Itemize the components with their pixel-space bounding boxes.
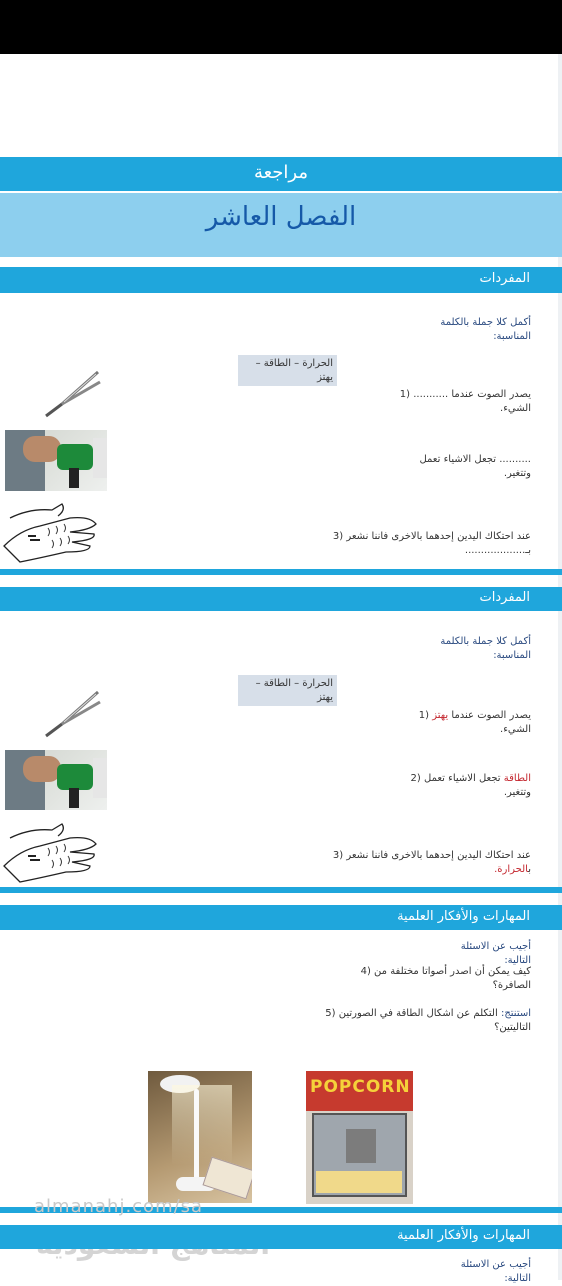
word-bank: الحرارة – الطاقة – يهتز xyxy=(238,355,337,386)
question-1: يصدر الصوت عندما ........... (1 الشيء. xyxy=(399,389,531,414)
question-4: كيف يمكن أن اصدر أصواتا مختلفة من (4 الصافرة؟ xyxy=(360,966,531,991)
question-3-answered: عند احتكاك اليدين إحدهما بالاخرى فاننا نشعر (3 بالحرارة. xyxy=(332,850,531,875)
word-bank: الحرارة – الطاقة – يهتز xyxy=(238,675,337,706)
instruction: أكمل كلا جملة بالكلمة المناسبة: xyxy=(440,317,531,342)
section-title: المهارات والأفكار العلمية xyxy=(397,1228,530,1243)
answer: الطاقة xyxy=(503,773,531,784)
answer: الحرارة. xyxy=(494,864,529,875)
section-title: المفردات xyxy=(479,271,530,286)
section-header xyxy=(0,905,562,930)
section-header xyxy=(0,1225,562,1249)
divider xyxy=(0,887,562,893)
tuning-fork-image xyxy=(38,688,104,740)
section-title: المهارات والأفكار العلمية xyxy=(397,909,530,924)
question-1-answered: يصدر الصوت عندما يهتز (1 الشيء. xyxy=(418,710,531,735)
question-2: .......... تجعل الاشياء تعمل وتتغير. xyxy=(419,454,531,479)
popcorn-machine-image xyxy=(306,1071,413,1204)
popcorn-sign: POPCORN xyxy=(310,1077,411,1097)
top-black-bar xyxy=(0,0,562,54)
tuning-fork-image xyxy=(38,368,104,420)
answer: يهتز xyxy=(432,710,449,721)
instruction: أجيب عن الاسئلة التالية: xyxy=(460,1259,531,1284)
fuel-pump-image xyxy=(5,750,107,810)
section-header xyxy=(0,267,562,293)
question-5: استنتج: التكلم عن اشكال الطاقة في الصورتين (5 التاليتين؟ xyxy=(325,1008,531,1033)
watermark-url: almanahj.com/sa xyxy=(34,1196,204,1217)
desk-lamp-image xyxy=(148,1071,252,1203)
chapter-title: الفصل العاشر xyxy=(205,202,357,232)
section-title: المفردات xyxy=(479,590,530,605)
instruction: أكمل كلا جملة بالكلمة المناسبة: xyxy=(440,636,531,661)
review-title: مراجعة xyxy=(253,162,309,183)
instruction: أجيب عن الاسئلة التالية: xyxy=(460,941,531,966)
rubbing-hands-image xyxy=(0,500,100,568)
question-2-answered: الطاقة تجعل الاشياء تعمل (2 وتتغير. xyxy=(410,773,531,798)
fuel-pump-image xyxy=(5,430,107,491)
divider xyxy=(0,569,562,575)
section-header xyxy=(0,587,562,611)
rubbing-hands-image xyxy=(0,820,100,888)
question-3: عند احتكاك اليدين إحدهما بالاخرى فاننا نشعر (3 بـ................... xyxy=(332,531,531,556)
